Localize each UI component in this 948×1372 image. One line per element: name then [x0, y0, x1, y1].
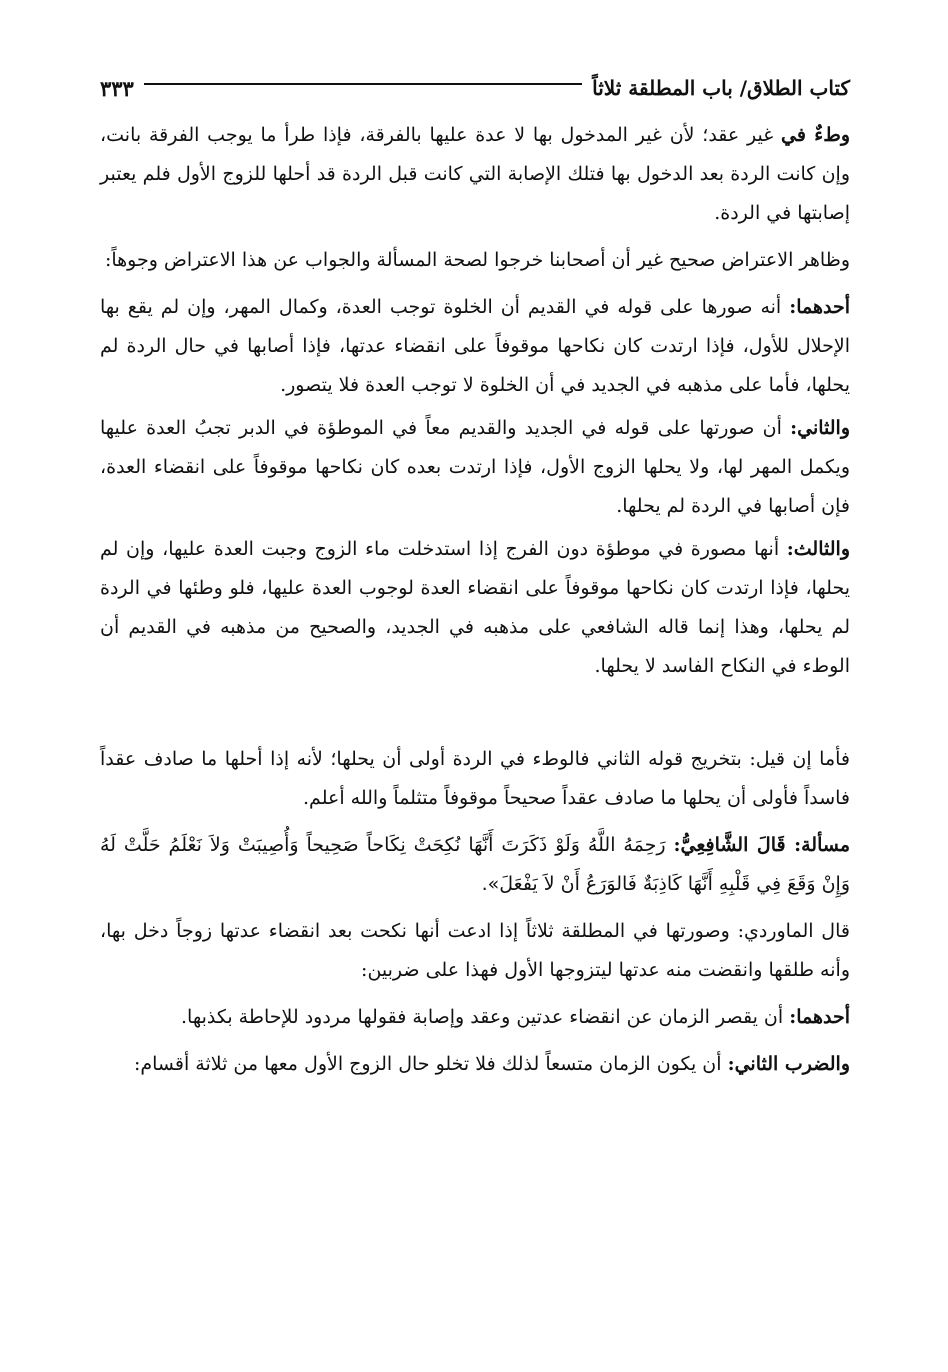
paragraph-lead: والثاني: [790, 417, 850, 439]
paragraph-text: قال الماوردي: وصورتها في المطلقة ثلاثاً إذا ادعت أنها نكحت بعد انقضاء عدتها زوجاً دخل بها، وأنه طلقها وانقضت منه عدتها ليتزوجها الأول فهذا على ضربين: [100, 920, 850, 981]
paragraph [100, 530, 850, 686]
paragraph-text: أن صورتها على قوله في الجديد والقديم معاً في الموطؤة في الدبر تجبُ العدة عليها ويكمل المهر لها، ولا يحلها الزوج الأول، فإذا ارتدت بعده كان نكاحها موقوفاً على انقضاء العدة، فإن أصابها في الردة لم يحلها. [100, 417, 850, 517]
paragraph-text: أن يكون الزمان متسعاً لذلك فلا تخلو حال الزوج الأول معها من ثلاثة أقسام: [133, 1053, 722, 1075]
paragraph-lead: وطءٌ في [781, 124, 850, 146]
paragraph [100, 409, 850, 526]
page-body [100, 116, 850, 1084]
header-rule [144, 83, 582, 85]
paragraph [100, 288, 850, 405]
paragraph [100, 912, 850, 990]
paragraph-text: فأما إن قيل: بتخريج قوله الثاني فالوطء في الردة أولى أن يحلها؛ لأنه إذا أحلها ما صادف عقداً فاسداً فأولى أن يحلها ما صادف عقداً صحيحاً موقوفاً متثلماً والله أعلم. [100, 748, 850, 809]
paragraph [100, 116, 850, 233]
masala-paragraph [100, 826, 850, 904]
paragraph-lead: والثالث: [786, 538, 850, 560]
paragraph-lead: أحدهما: [789, 1006, 850, 1028]
paragraph-lead: مسألة: قَالَ الشَّافِعِيُّ: [673, 834, 850, 856]
paragraph-text: وظاهر الاعتراض صحيح غير أن أصحابنا خرجوا لصحة المسألة والجواب عن هذا الاعتراض وجوهاً: [104, 249, 850, 271]
paragraph [100, 1045, 850, 1084]
paragraph [100, 740, 850, 818]
running-title: كتاب الطلاق/ باب المطلقة ثلاثاً [592, 76, 850, 100]
page-header [100, 70, 850, 106]
paragraph-lead: أحدهما: [789, 296, 850, 318]
paragraph-text: أن يقصر الزمان عن انقضاء عدتين وعقد وإصابة فقولها مردود للإحاطة بكذبها. [181, 1006, 784, 1028]
paragraph-text: أنه صورها على قوله في القديم أن الخلوة توجب العدة، وكمال المهر، وإن لم يقع بها الإحلال للأول، فإذا ارتدت كان نكاحها موقوفاً على انقضاء عدتها، فإذا أصابها في حال الردة لم يحلها، فأما على مذهبه في الجديد في أن الخلوة لا توجب العدة فلا يتصور. [100, 296, 850, 396]
paragraph-text: أنها مصورة في موطؤة دون الفرج إذا استدخلت ماء الزوج وجبت العدة عليها، وإن لم يحلها، فإذا ارتدت كان نكاحها موقوفاً على انقضاء العدة لوجوب العدة عليها، فلو وطئها في الردة لم يحلها، وهذا إنما قاله الشافعي على مذهبه في الجديد، والصحيح من مذهبه في القديم أن الوطء في النكاح الفاسد لا يحلها. [100, 538, 850, 677]
paragraph [100, 998, 850, 1037]
paragraph-lead: والضرب الثاني: [727, 1053, 850, 1075]
paragraph [100, 241, 850, 280]
paragraph-text: رَحِمَهُ اللَّهُ وَلَوْ ذَكَرَتَ أَنَّهَا نُكِحَتْ نِكَاحاً صَحِيحاً وَأُصِيبَتْ وَلاَ نَعْلَمُ حَلَّتْ لَهُ وَإِنْ وَقَعَ فِي قَلْبِهِ أَنَّهَا كَاذِبَةٌ فَالوَرَعُ أَنْ لاَ يَفْعَلَ». [100, 834, 850, 895]
paragraph-text: غير عقد؛ لأن غير المدخول بها لا عدة عليها بالفرقة، فإذا طرأ ما يوجب الفرقة بانت، وإن كانت الردة بعد الدخول بها فتلك الإصابة التي كانت قبل الردة قد أحلها للزوج الأول فلم يعتبر إصابتها في الردة. [100, 124, 850, 224]
page-number: ٣٣٣ [100, 75, 134, 101]
